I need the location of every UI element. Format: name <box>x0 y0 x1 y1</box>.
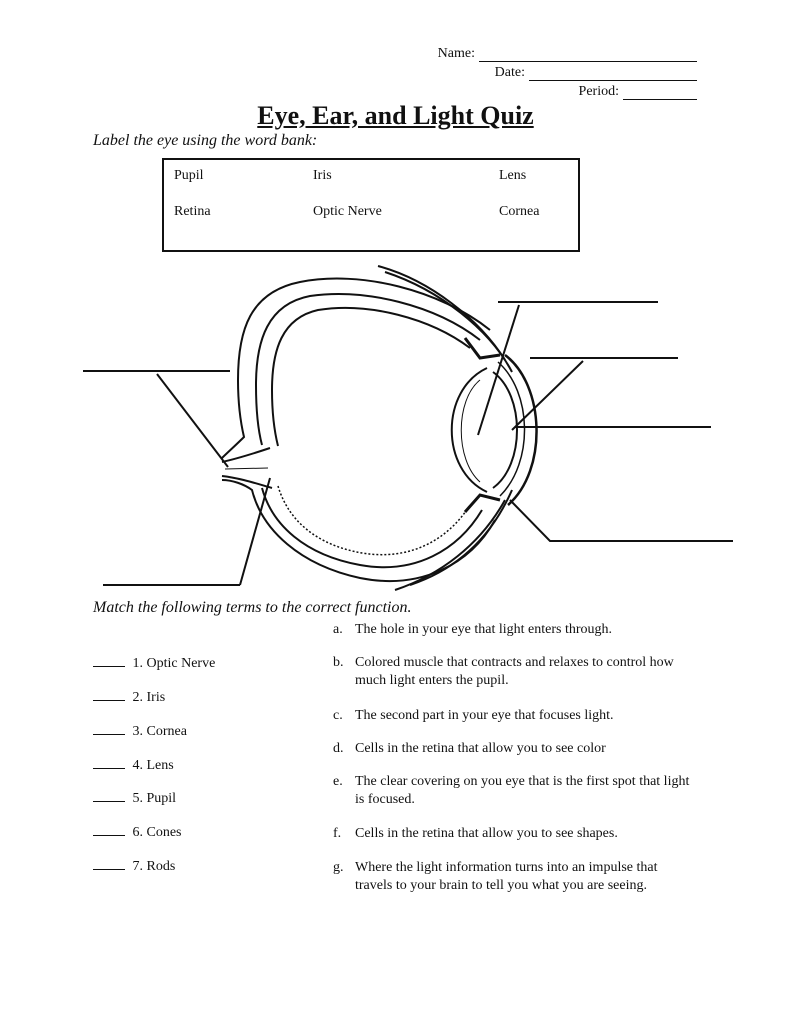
match-option-a <box>333 621 713 639</box>
answer-blank[interactable] <box>93 857 125 870</box>
word-bank-item: Iris <box>313 168 332 183</box>
match-term-5[interactable] <box>93 789 176 807</box>
option-text: Where the light information turns into an impulse that travels to your brain to tell you what you are seeing. <box>355 860 658 893</box>
match-instruction: Match the following terms to the correct function. <box>93 599 412 616</box>
option-text: Cells in the retina that allow you to see shapes. <box>355 826 618 841</box>
word-bank-item: Optic Nerve <box>313 204 382 219</box>
term-number: 2. <box>132 690 143 705</box>
term-label: Pupil <box>146 791 177 806</box>
period-label: Period: <box>578 84 619 99</box>
match-term-7[interactable] <box>93 857 175 875</box>
term-number: 3. <box>132 724 143 739</box>
term-number: 6. <box>132 825 143 840</box>
term-number: 7. <box>132 859 143 874</box>
term-label: Cones <box>146 825 182 840</box>
term-label: Optic Nerve <box>146 656 216 671</box>
answer-blank[interactable] <box>93 722 125 735</box>
option-letter: g. <box>333 860 344 875</box>
option-text: Colored muscle that contracts and relaxes to control how much light enters the pupil. <box>355 655 674 688</box>
term-label: Lens <box>146 758 174 773</box>
term-number: 5. <box>132 791 143 806</box>
term-number: 1. <box>132 656 143 671</box>
word-bank-item: Retina <box>174 204 211 219</box>
term-number: 4. <box>132 758 143 773</box>
term-label: Rods <box>146 859 176 874</box>
match-term-6[interactable] <box>93 823 182 841</box>
label-eye-instruction: Label the eye using the word bank: <box>93 132 318 149</box>
answer-blank[interactable] <box>93 789 125 802</box>
match-option-g <box>333 859 713 895</box>
match-option-d <box>333 740 713 758</box>
term-label: Cornea <box>146 724 187 739</box>
match-option-b <box>333 654 713 690</box>
option-letter: d. <box>333 741 344 756</box>
option-letter: b. <box>333 655 344 670</box>
option-letter: e. <box>333 774 343 789</box>
option-text: Cells in the retina that allow you to see color <box>355 741 606 756</box>
option-letter: c. <box>333 708 343 723</box>
date-label: Date: <box>494 65 525 80</box>
option-text: The clear covering on you eye that is the first spot that light is focused. <box>355 774 690 807</box>
match-term-2[interactable] <box>93 688 165 706</box>
match-term-3[interactable] <box>93 722 187 740</box>
option-letter: a. <box>333 622 343 637</box>
match-option-f <box>333 825 713 843</box>
name-label: Name: <box>437 46 475 61</box>
option-text: The second part in your eye that focuses light. <box>355 708 614 723</box>
match-term-1[interactable] <box>93 654 215 672</box>
match-option-c <box>333 707 713 725</box>
answer-blank[interactable] <box>93 688 125 701</box>
match-term-4[interactable] <box>93 756 174 774</box>
option-text: The hole in your eye that light enters through. <box>355 622 612 637</box>
word-bank-item: Lens <box>499 168 527 183</box>
term-label: Iris <box>146 690 166 705</box>
word-bank-item: Pupil <box>174 168 204 183</box>
answer-blank[interactable] <box>93 756 125 769</box>
option-letter: f. <box>333 826 342 841</box>
match-option-e <box>333 773 713 809</box>
answer-blank[interactable] <box>93 654 125 667</box>
answer-blank[interactable] <box>93 823 125 836</box>
word-bank-item: Cornea <box>499 204 540 219</box>
page-title: Eye, Ear, and Light Quiz <box>257 101 534 130</box>
